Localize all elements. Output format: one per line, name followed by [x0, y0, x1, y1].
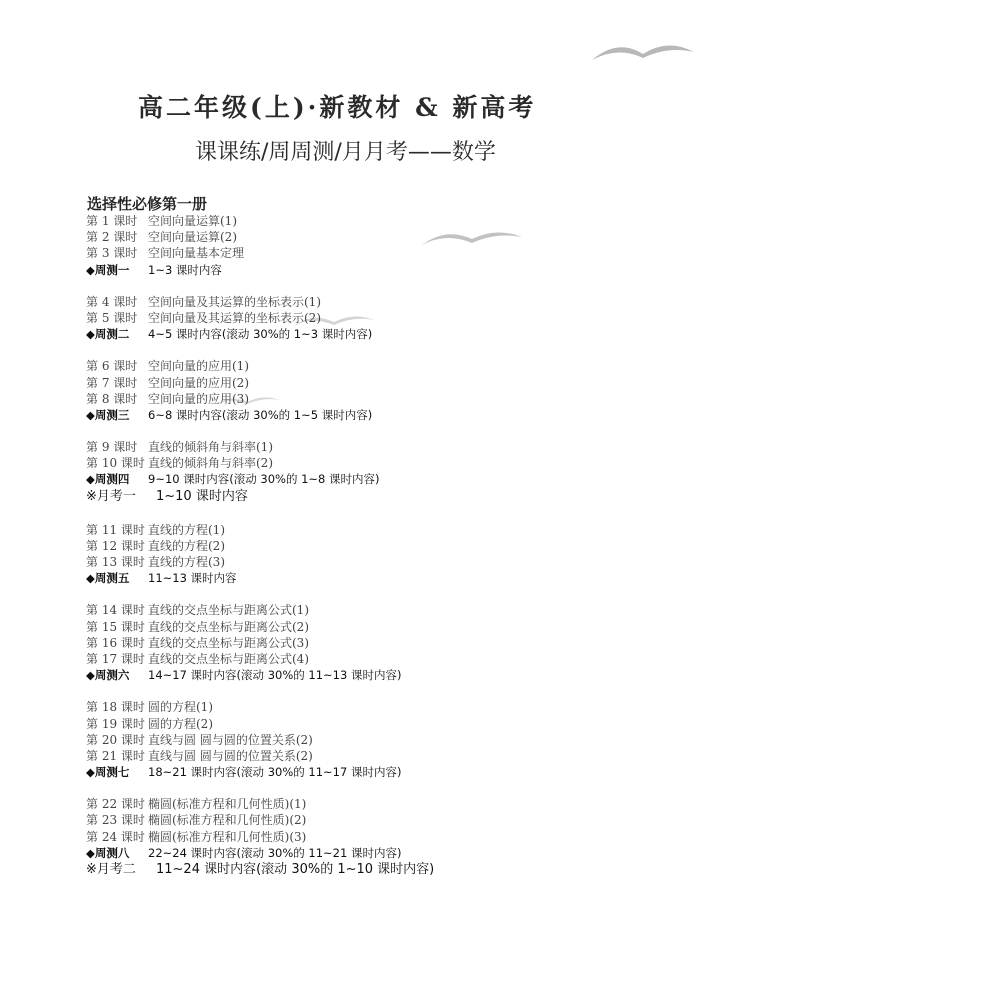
entry-number: 第 4 课时: [86, 294, 138, 309]
entry-number: 第 1 课时: [86, 214, 138, 228]
toc-group: [86, 796, 586, 879]
entry-number: 第 10 课时: [86, 456, 145, 471]
entry-title: 空间向量的应用(3): [148, 391, 249, 406]
toc-group: [86, 699, 586, 780]
entry-number: ◆周测五: [86, 571, 130, 586]
entry-title: 直线的方程(2): [148, 538, 225, 553]
lesson-entry: [86, 439, 586, 455]
lesson-entry: [86, 245, 586, 261]
seagull-decoration-icon: [588, 40, 698, 66]
entry-number: 第 23 课时: [86, 813, 145, 828]
lesson-entry: [86, 213, 586, 229]
weekly-test-entry: [86, 262, 586, 278]
lesson-entry: [86, 522, 586, 538]
section-heading: 选择性必修第一册: [87, 195, 208, 213]
entry-title: 空间向量运算(1): [148, 214, 237, 228]
entry-number: 第 9 课时: [86, 440, 138, 455]
lesson-entry: [86, 229, 586, 245]
weekly-test-entry: [86, 407, 586, 423]
entry-title: 椭圆(标准方程和几何性质)(3): [148, 829, 307, 844]
lesson-entry: [86, 294, 586, 310]
entry-number: 第 14 课时: [86, 603, 145, 618]
lesson-entry: [86, 699, 586, 715]
weekly-test-entry: [86, 326, 586, 342]
entry-number: 第 15 课时: [86, 619, 145, 634]
entry-number: 第 21 课时: [86, 748, 145, 763]
entry-title: 空间向量基本定理: [148, 246, 245, 261]
entry-number: 第 3 课时: [86, 246, 138, 261]
entry-number: 第 16 课时: [86, 635, 145, 650]
entry-number: ◆周测六: [86, 668, 130, 683]
lesson-entry: [86, 538, 586, 554]
weekly-test-entry: [86, 570, 586, 586]
entry-title: 直线的交点坐标与距离公式(2): [148, 619, 309, 634]
toc-group: [86, 213, 586, 278]
entry-title: 9~10 课时内容(滚动 30%的 1~8 课时内容): [148, 472, 380, 487]
entry-number: 第 5 课时: [86, 310, 138, 325]
lesson-entry: [86, 391, 586, 407]
entry-title: 空间向量运算(2): [148, 230, 237, 245]
entry-number: 第 7 课时: [86, 375, 138, 390]
monthly-exam-entry: [86, 861, 586, 879]
entry-title: 直线的交点坐标与距离公式(1): [148, 603, 309, 618]
entry-title: 直线与圆 圆与圆的位置关系(2): [148, 732, 313, 747]
entry-title: 18~21 课时内容(滚动 30%的 11~17 课时内容): [148, 765, 402, 780]
weekly-test-entry: [86, 471, 586, 487]
entry-title: 11~13 课时内容: [148, 571, 237, 586]
lesson-entry: [86, 375, 586, 391]
entry-title: 直线的交点坐标与距离公式(3): [148, 635, 309, 650]
table-of-contents: [86, 213, 586, 895]
entry-title: 直线的倾斜角与斜率(2): [148, 456, 273, 471]
lesson-entry: [86, 716, 586, 732]
lesson-entry: [86, 635, 586, 651]
entry-title: 椭圆(标准方程和几何性质)(1): [148, 797, 307, 812]
entry-title: 直线的倾斜角与斜率(1): [148, 440, 273, 455]
entry-title: 11~24 课时内容(滚动 30%的 1~10 课时内容): [156, 862, 435, 877]
lesson-entry: [86, 796, 586, 812]
entry-number: 第 17 课时: [86, 651, 145, 666]
entry-title: 1~3 课时内容: [148, 262, 222, 277]
entry-number: ◆周测四: [86, 472, 130, 487]
toc-group: [86, 439, 586, 506]
entry-title: 空间向量的应用(2): [148, 375, 249, 390]
entry-number: 第 18 课时: [86, 700, 145, 715]
lesson-entry: [86, 358, 586, 374]
entry-number: ◆周测一: [86, 262, 130, 277]
entry-number: 第 6 课时: [86, 359, 138, 374]
entry-number: 第 24 课时: [86, 829, 145, 844]
entry-number: 第 13 课时: [86, 555, 145, 569]
entry-number: ※月考二: [86, 862, 136, 877]
entry-title: 空间向量及其运算的坐标表示(2): [148, 310, 321, 325]
entry-title: 直线的交点坐标与距离公式(4): [148, 651, 309, 666]
entry-title: 6~8 课时内容(滚动 30%的 1~5 课时内容): [148, 407, 373, 422]
entry-number: 第 20 课时: [86, 732, 145, 747]
entry-title: 空间向量及其运算的坐标表示(1): [148, 294, 321, 309]
entry-number: 第 2 课时: [86, 230, 138, 245]
book-title: 高二年级(上)·新教材 & 新高考: [138, 93, 537, 122]
entry-title: 4~5 课时内容(滚动 30%的 1~3 课时内容): [148, 327, 373, 342]
entry-title: 1~10 课时内容: [156, 488, 248, 504]
lesson-entry: [86, 602, 586, 618]
lesson-entry: [86, 748, 586, 764]
lesson-entry: [86, 554, 586, 570]
toc-group: [86, 522, 586, 587]
entry-number: ◆周测三: [86, 407, 130, 422]
toc-group: [86, 294, 586, 343]
entry-number: 第 22 课时: [86, 797, 145, 812]
entry-title: 直线的方程(3): [148, 555, 225, 569]
lesson-entry: [86, 651, 586, 667]
lesson-entry: [86, 310, 586, 326]
entry-title: 22~24 课时内容(滚动 30%的 11~21 课时内容): [148, 845, 402, 860]
book-subtitle: 课课练/周周测/月月考——数学: [195, 140, 496, 165]
lesson-entry: [86, 732, 586, 748]
entry-number: 第 12 课时: [86, 538, 145, 553]
entry-number: ◆周测七: [86, 765, 130, 780]
entry-title: 直线的方程(1): [148, 522, 225, 537]
entry-title: 圆的方程(2): [148, 716, 213, 731]
entry-number: 第 11 课时: [86, 522, 145, 537]
entry-title: 直线与圆 圆与圆的位置关系(2): [148, 748, 313, 763]
lesson-entry: [86, 455, 586, 471]
entry-number: 第 8 课时: [86, 391, 138, 406]
toc-group: [86, 358, 586, 423]
monthly-exam-entry: [86, 488, 586, 506]
entry-title: 圆的方程(1): [148, 700, 213, 715]
entry-number: ◆周测二: [86, 327, 130, 342]
lesson-entry: [86, 829, 586, 845]
entry-number: ※月考一: [86, 488, 136, 504]
entry-title: 椭圆(标准方程和几何性质)(2): [148, 813, 307, 828]
toc-group: [86, 602, 586, 683]
entry-number: ◆周测八: [86, 845, 130, 860]
weekly-test-entry: [86, 667, 586, 683]
weekly-test-entry: [86, 845, 586, 861]
lesson-entry: [86, 812, 586, 828]
entry-title: 空间向量的应用(1): [148, 359, 249, 374]
lesson-entry: [86, 619, 586, 635]
entry-title: 14~17 课时内容(滚动 30%的 11~13 课时内容): [148, 668, 402, 683]
weekly-test-entry: [86, 764, 586, 780]
entry-number: 第 19 课时: [86, 716, 145, 731]
